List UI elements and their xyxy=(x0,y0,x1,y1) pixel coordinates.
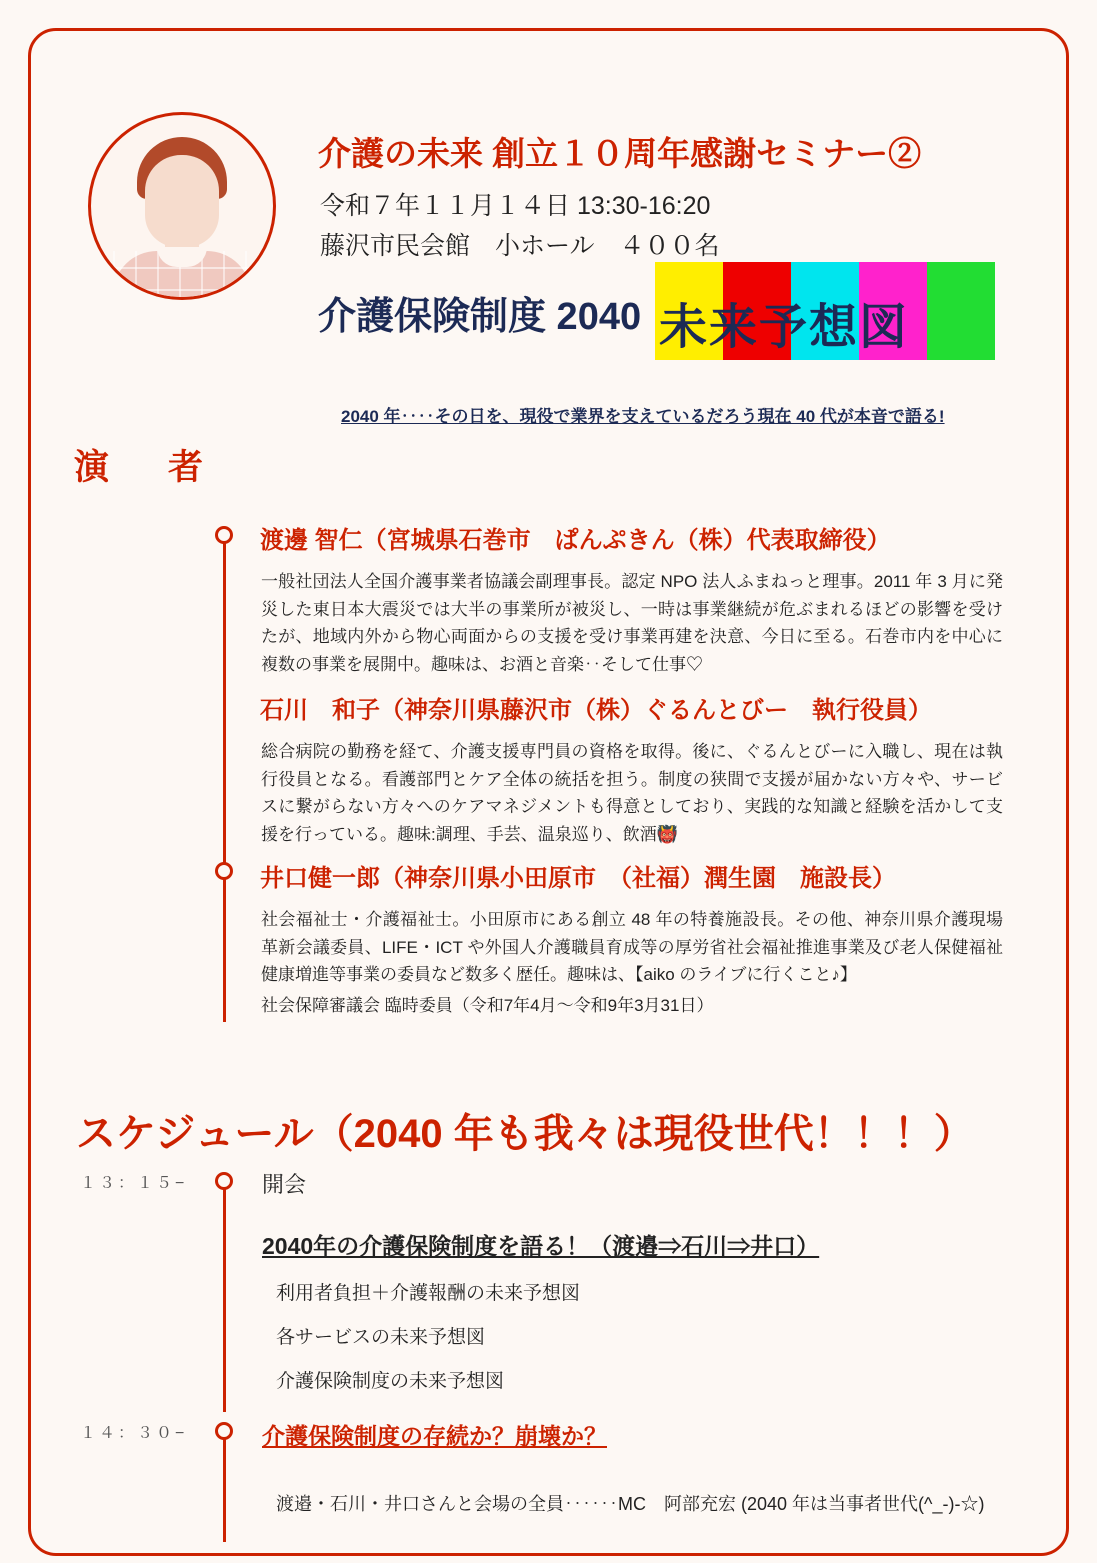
speaker-name: 井口健一郎（神奈川県小田原市 （社福）潤生園 施設長） xyxy=(260,865,896,892)
speaker-name: 渡邊 智仁（宮城県石巻市 ぱんぷきん（株）代表取締役） xyxy=(260,527,891,554)
schedule-bullet-2 xyxy=(215,1422,233,1440)
speaker-bio: 総合病院の勤務を経て、介護支援専門員の資格を取得。後に、ぐるんとびーに入職し、現在は執行役員となる。看護部門とケア全体の統括を担う。制度の狭間で支援が届かない方々や、サービスに繋がらない方々へのケアマネジメントも得意としており、実践的な知識と経験を活かして支援を行っている。趣味:調理、手芸、温泉巡り、飲酒👹 xyxy=(261,742,1003,844)
schedule-timeline-rail xyxy=(223,1182,226,1412)
schedule-title: 開会 xyxy=(262,1172,307,1197)
schedule-timeline-rail-2 xyxy=(223,1432,226,1542)
speaker-name: 石川 和子（神奈川県藤沢市（株）ぐるんとびー 執行役員） xyxy=(260,697,932,724)
schedule-subitem: 介護保険制度の未来予想図 xyxy=(276,1371,505,1392)
speakers-timeline-rail-2 xyxy=(223,872,226,1022)
color-block-5 xyxy=(927,262,995,360)
page-title: 介護の未来 創立１０周年感謝セミナー② xyxy=(318,135,922,172)
speaker-bio: 社会福祉士・介護福祉士。小田原市にある創立 48 年の特養施設長。その他、神奈川県介護現場革新会議委員、LIFE・ICT や外国人介護職員育成等の厚労省社会福祉推進事業及び老人保健福祉健康増進等事業の委員など数多く歴任。趣味は、【aiko のライブに行くこと♪】 xyxy=(261,910,1003,985)
event-venue: 藤沢市民会館 小ホール ４００名 xyxy=(320,232,720,260)
headline-plain: 介護保険制度 2040 xyxy=(318,296,642,338)
schedule-title: 介護保険制度の存続か？崩壊か？ xyxy=(262,1423,607,1449)
speaker-bullet-2 xyxy=(215,862,233,880)
speaker-bullet-1 xyxy=(215,526,233,544)
speakers-timeline-rail xyxy=(223,536,226,866)
schedule-subitem: 利用者負担＋介護報酬の未来予想図 xyxy=(276,1283,581,1304)
speaker-avatar-illustration xyxy=(88,112,276,300)
speaker-bio-extra: 社会保障審議会 臨時委員（令和7年4月〜令和9年3月31日） xyxy=(261,996,714,1015)
headline-highlight: 未来予想図 xyxy=(659,301,910,354)
event-date: 令和７年１１月１４日 13:30-16:20 xyxy=(320,192,711,220)
schedule-bullet-1 xyxy=(215,1172,233,1190)
schedule-note: 渡邉・石川・井口さんと会場の全員‥‥‥MC 阿部充宏 (2040 年は当事者世代(^_-)-☆) xyxy=(276,1494,985,1514)
schedule-time: １３：１５− xyxy=(80,1175,188,1192)
speaker-bio: 一般社団法人全国介護事業者協議会副理事長。認定 NPO 法人ふまねっと理事。2011 年 3 月に発災した東日本大震災では大半の事業所が被災し、一時は事業継続が危ぶまれるほどの影響を受けたが、地域内外から物心両面からの支援を受け事業再建を決意、今日に至る。石巻市内を中心に複数の事業を展開中。趣味は、お酒と音楽‥そして仕事♡ xyxy=(261,572,1003,674)
schedule-title: 2040年の介護保険制度を語る！（渡邉⇒石川⇒井口） xyxy=(262,1233,820,1259)
speakers-heading: 演 者 xyxy=(74,448,216,487)
schedule-subitem: 各サービスの未来予想図 xyxy=(276,1327,486,1348)
tagline: 2040 年‥‥その日を、現役で業界を支えているだろう現在 40 代が本音で語る! xyxy=(341,407,945,426)
schedule-heading: スケジュール（2040 年も我々は現役世代！！！） xyxy=(76,1112,974,1156)
schedule-time: １４：３０− xyxy=(80,1425,188,1442)
